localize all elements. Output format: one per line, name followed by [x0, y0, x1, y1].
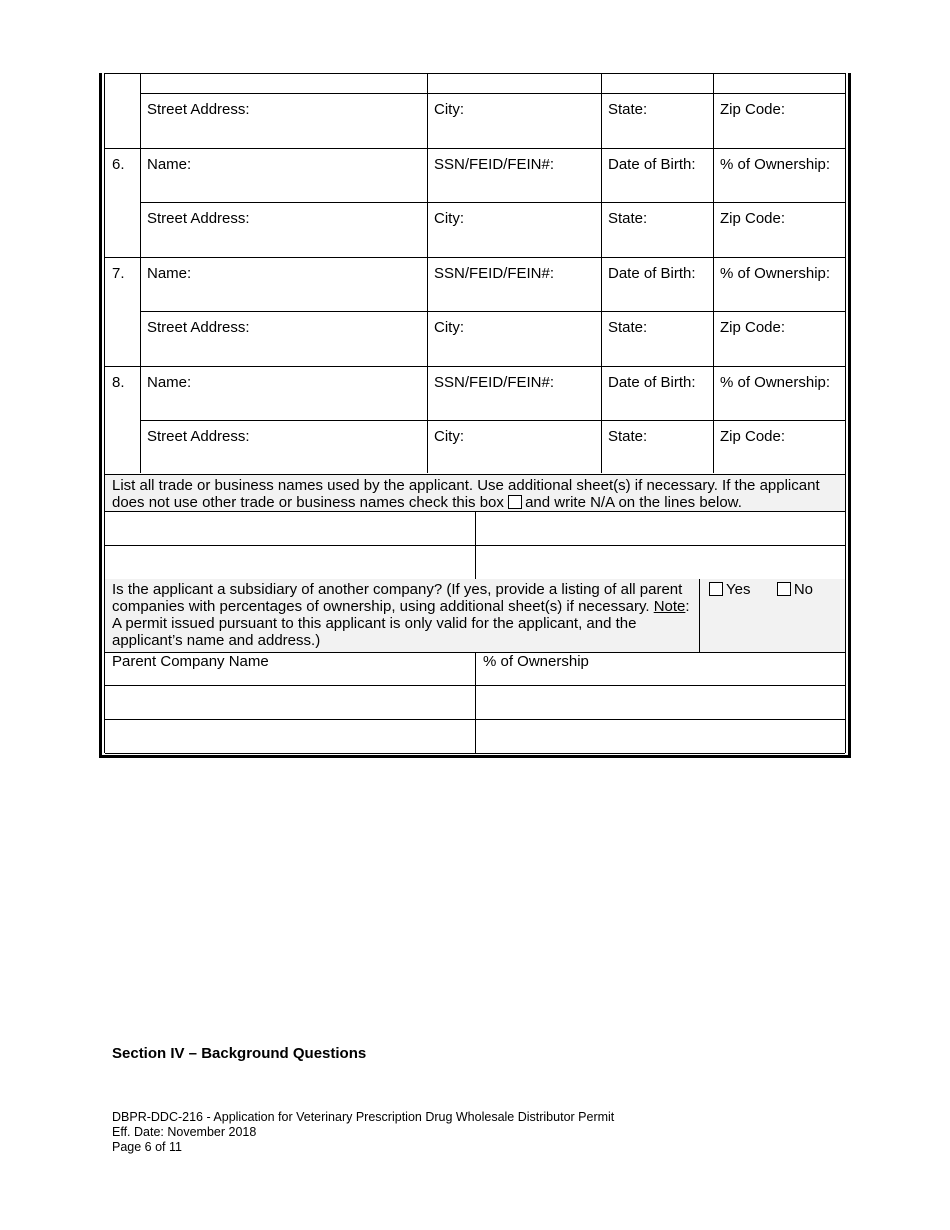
effective-date: Eff. Date: November 2018: [112, 1125, 257, 1139]
date-of-birth-field[interactable]: [601, 148, 713, 202]
ownership-label: % of Ownership:: [720, 156, 831, 173]
date-of-birth-field[interactable]: [601, 257, 713, 311]
zip-code-field[interactable]: [713, 311, 845, 366]
column-divider: [475, 652, 476, 753]
zip-code-label: Zip Code:: [720, 428, 786, 445]
city-label: City:: [434, 319, 464, 336]
date-of-birth-label: Date of Birth:: [608, 156, 696, 173]
name-field[interactable]: [140, 148, 427, 202]
owner-number: 8.: [112, 374, 125, 391]
parent-company-name-field[interactable]: [105, 685, 475, 719]
ssn-field[interactable]: [427, 366, 601, 420]
street-address-field[interactable]: [140, 202, 427, 257]
ssn-label: SSN/FEID/FEIN#:: [434, 265, 555, 282]
ownership-percent-field[interactable]: [713, 148, 845, 202]
city-label: City:: [434, 101, 464, 118]
owner-8-address-row: [105, 420, 845, 473]
state-label: State:: [608, 428, 648, 445]
form-title: DBPR-DDC-216 - Application for Veterinary Prescription Drug Wholesale Distributor Permit: [112, 1110, 615, 1124]
zip-code-label: Zip Code:: [720, 319, 786, 336]
subsidiary-answer: [709, 581, 813, 598]
state-field[interactable]: [601, 311, 713, 366]
owner-7-address-row: [105, 311, 845, 366]
city-field[interactable]: [427, 93, 601, 148]
trade-names-instruction-text: List all trade or business names used by the applicant. Use additional sheet(s) if necessary. If the applicant does not use other trade or business names check this box: [112, 477, 820, 511]
row-divider: [105, 753, 845, 754]
street-address-label: Street Address:: [147, 210, 250, 227]
trade-name-field[interactable]: [105, 545, 475, 579]
name-label: Name:: [147, 156, 192, 173]
owner-number: 7.: [112, 265, 125, 282]
ssn-label: SSN/FEID/FEIN#:: [434, 156, 555, 173]
ownership-percent-field[interactable]: [713, 257, 845, 311]
subsidiary-question: [112, 581, 692, 649]
subsidiary-question-row: [105, 579, 845, 652]
note-text: : A permit issued pursuant to this applicant is only valid for the applicant, and the applicant’s name and address.): [112, 598, 690, 649]
date-of-birth-field[interactable]: [601, 366, 713, 420]
city-label: City:: [434, 210, 464, 227]
trade-name-field[interactable]: [475, 545, 845, 579]
state-label: State:: [608, 210, 648, 227]
ownership-label: % of Ownership:: [720, 265, 831, 282]
zip-code-field[interactable]: [713, 420, 845, 473]
state-field[interactable]: [601, 420, 713, 473]
trade-names-instruction-suffix: and write N/A on the lines below.: [525, 494, 742, 511]
ownership-percent-header: % of Ownership: [483, 653, 589, 670]
zip-code-label: Zip Code:: [720, 101, 786, 118]
trade-names-instruction: [105, 475, 845, 511]
parent-ownership-field[interactable]: [475, 719, 845, 753]
ssn-label: SSN/FEID/FEIN#:: [434, 374, 555, 391]
page-number: Page 6 of 11: [112, 1140, 182, 1154]
zip-code-label: Zip Code:: [720, 210, 786, 227]
no-trade-names-checkbox[interactable]: [508, 495, 522, 509]
state-field[interactable]: [601, 93, 713, 148]
street-address-label: Street Address:: [147, 428, 250, 445]
name-label: Name:: [147, 374, 192, 391]
column-divider: [475, 511, 476, 579]
trade-name-field[interactable]: [475, 511, 845, 545]
zip-code-field[interactable]: [713, 93, 845, 148]
street-address-field[interactable]: [140, 420, 427, 473]
owner-address-row: [105, 93, 845, 148]
section-title: Section IV – Background Questions: [112, 1045, 367, 1062]
owner-number: 6.: [112, 156, 125, 173]
city-field[interactable]: [427, 202, 601, 257]
name-label: Name:: [147, 265, 192, 282]
city-field[interactable]: [427, 420, 601, 473]
yes-checkbox[interactable]: [709, 582, 723, 596]
zip-code-field[interactable]: [713, 202, 845, 257]
street-address-label: Street Address:: [147, 101, 250, 118]
state-label: State:: [608, 101, 648, 118]
street-address-label: Street Address:: [147, 319, 250, 336]
street-address-field[interactable]: [140, 311, 427, 366]
subsidiary-question-text: Is the applicant a subsidiary of another company? (If yes, provide a listing of all parent companies with percentages of ownership, using additional sheet(s) if necessary.: [112, 581, 683, 615]
name-field[interactable]: [140, 257, 427, 311]
note-label: Note: [653, 598, 686, 615]
trade-name-field[interactable]: [105, 511, 475, 545]
row-divider: [105, 73, 845, 74]
state-label: State:: [608, 319, 648, 336]
owner-7-name-row: [105, 257, 845, 311]
column-divider: [699, 579, 700, 652]
date-of-birth-label: Date of Birth:: [608, 374, 696, 391]
parent-ownership-field[interactable]: [475, 685, 845, 719]
city-field[interactable]: [427, 311, 601, 366]
street-address-field[interactable]: [140, 93, 427, 148]
parent-company-name-header: Parent Company Name: [112, 653, 269, 670]
owner-8-name-row: [105, 366, 845, 420]
ownership-label: % of Ownership:: [720, 374, 831, 391]
city-label: City:: [434, 428, 464, 445]
owners-table: [104, 73, 846, 753]
owner-6-address-row: [105, 202, 845, 257]
date-of-birth-label: Date of Birth:: [608, 265, 696, 282]
ssn-field[interactable]: [427, 257, 601, 311]
owner-6-name-row: [105, 148, 845, 202]
ssn-field[interactable]: [427, 148, 601, 202]
page-footer: [112, 1110, 614, 1155]
parent-company-name-field[interactable]: [105, 719, 475, 753]
no-checkbox[interactable]: [777, 582, 791, 596]
ownership-percent-field[interactable]: [713, 366, 845, 420]
no-label: No: [793, 581, 814, 598]
state-field[interactable]: [601, 202, 713, 257]
yes-label: Yes: [726, 581, 751, 598]
name-field[interactable]: [140, 366, 427, 420]
